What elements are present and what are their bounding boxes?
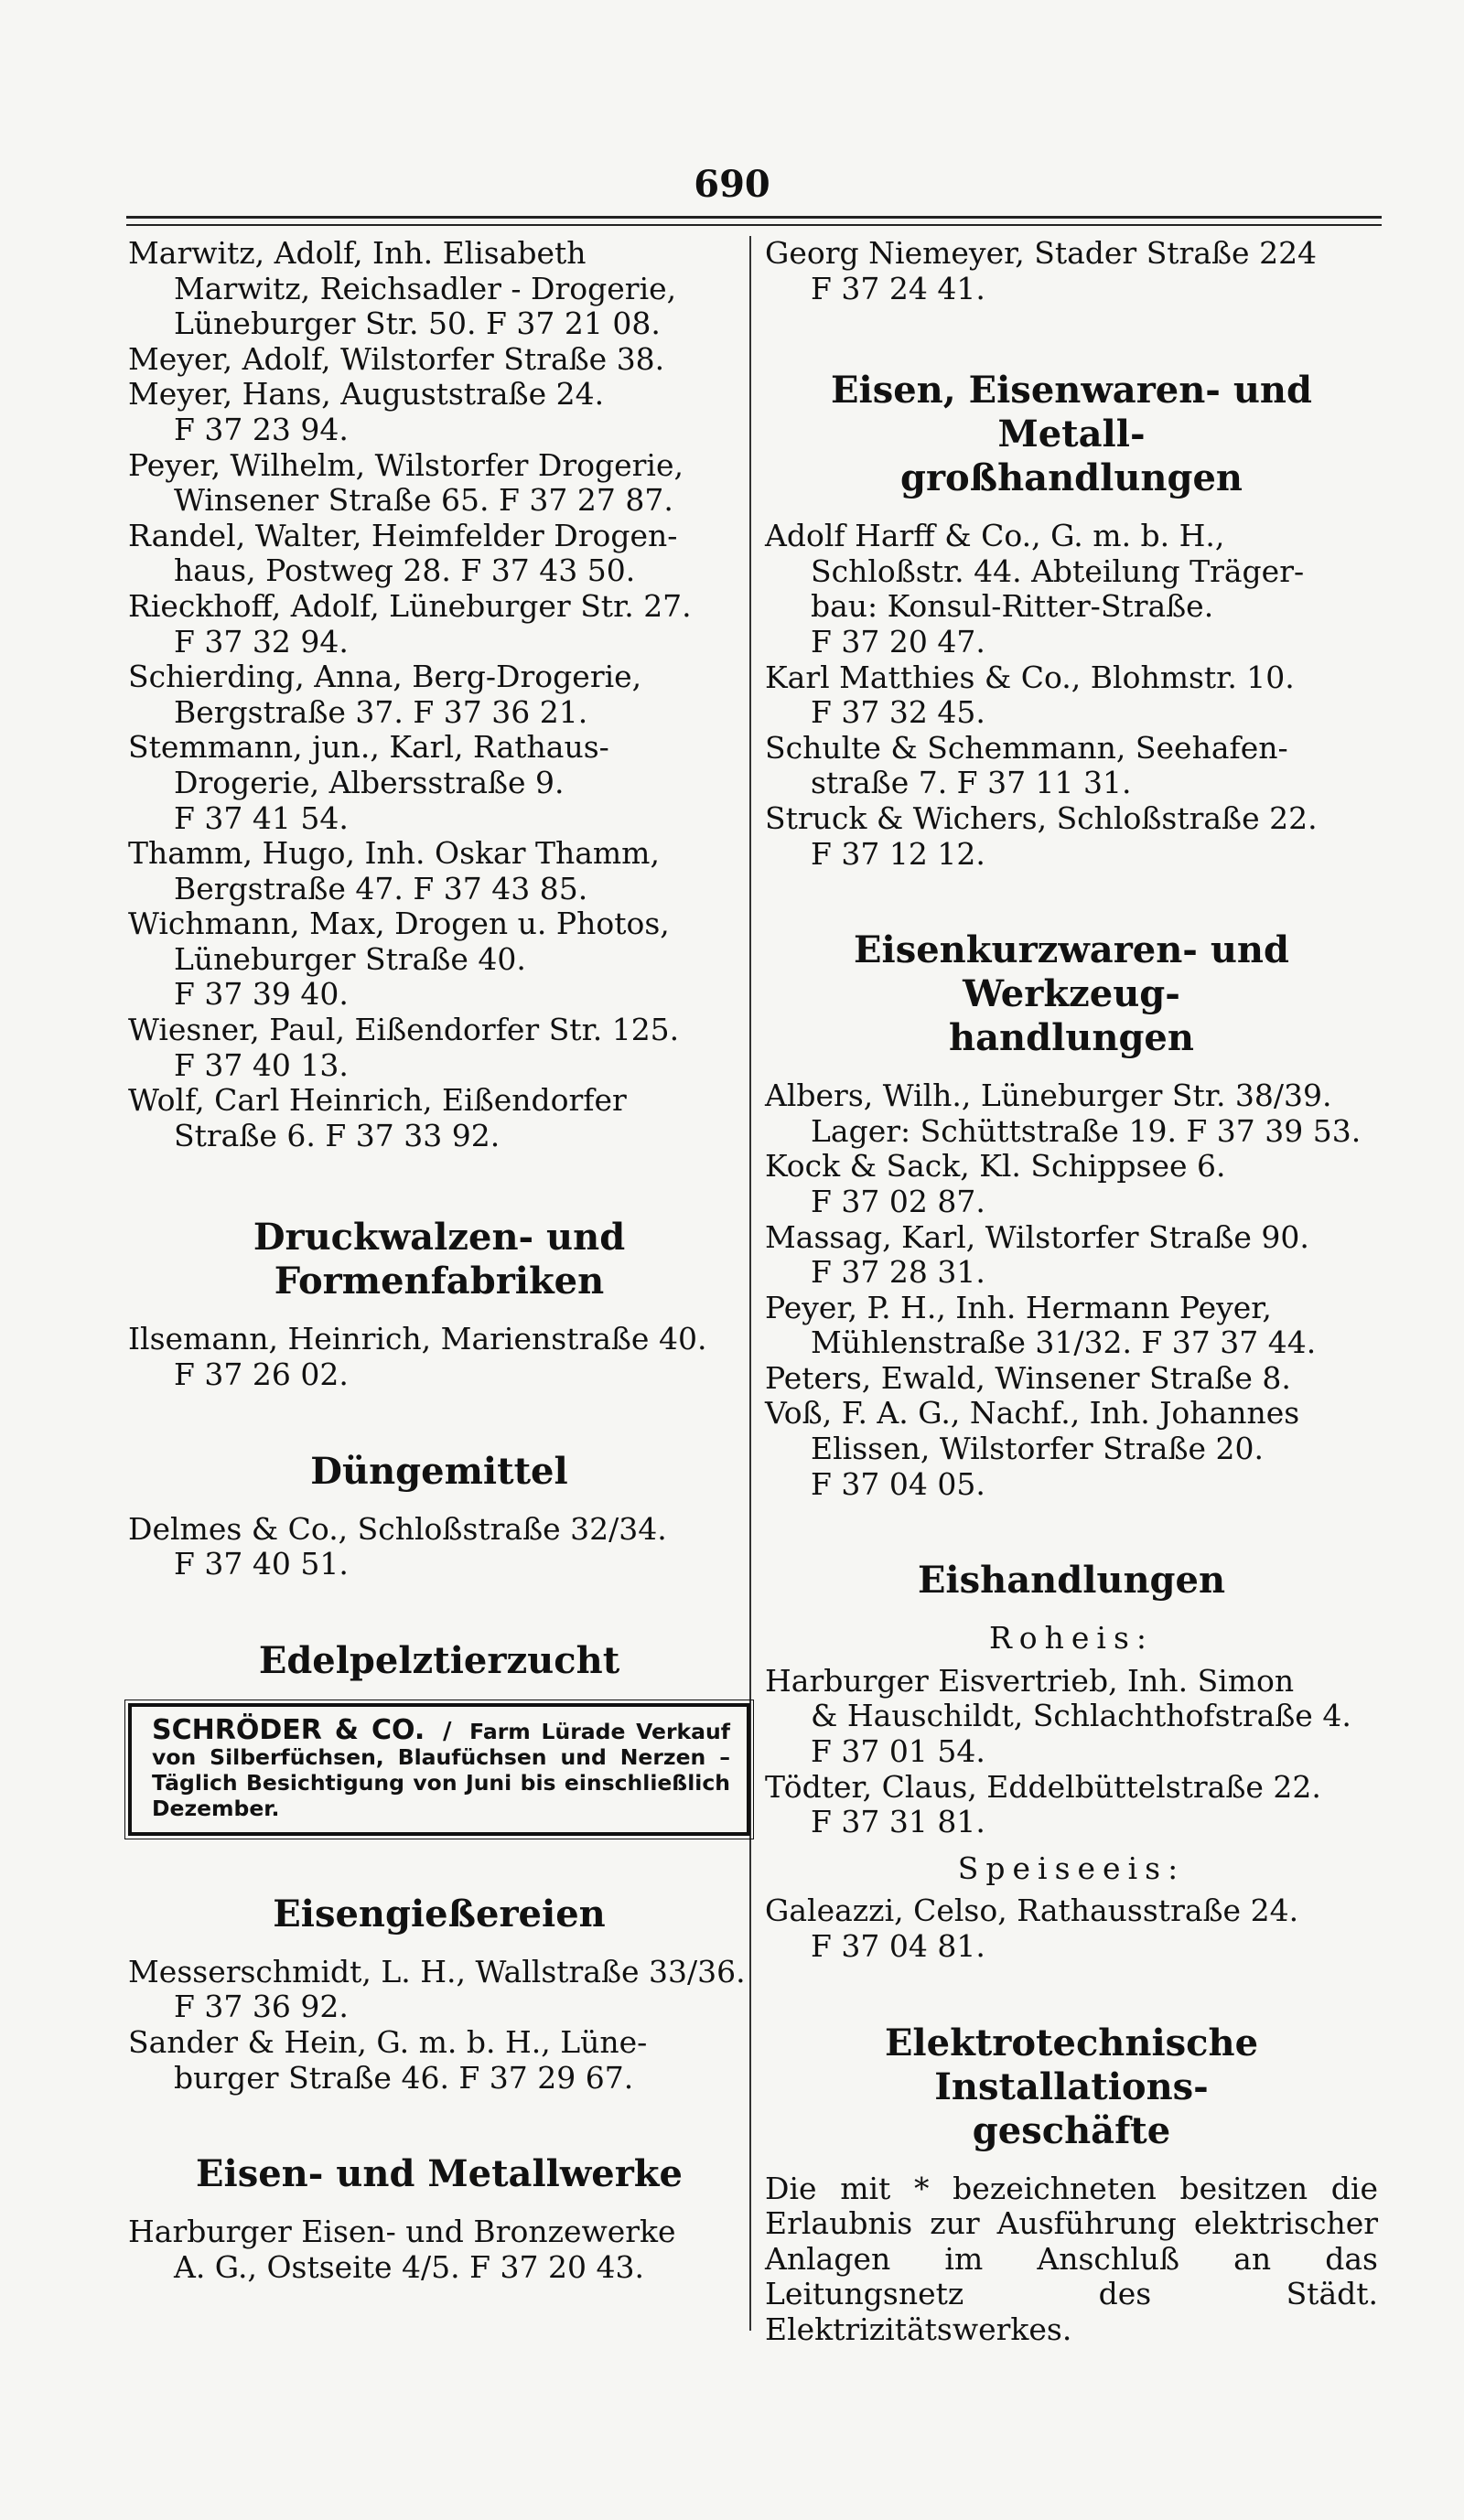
- directory-entry: [128, 589, 750, 659]
- directory-entry: [128, 342, 750, 378]
- heading-line: großhandlungen: [899, 456, 1243, 500]
- entry-text: Messerschmidt, L. H., Wallstraße 33/36.: [128, 1953, 746, 1989]
- entry-continuation: Winsener Straße 65. F 37 27 87.: [174, 482, 673, 519]
- entry-text: Marwitz, Adolf, Inh. Elisabeth: [128, 235, 587, 271]
- directory-entry: [128, 448, 750, 519]
- elektro-note: Die mit * bezeichneten besitzen die Erlaubnis zur Ausführung elektrischer Anlagen im Anschluß an das Leitungsnetz des Städt. Elektrizitätswerkes.: [765, 2170, 1378, 2347]
- entry-continuation: F 37 24 41.: [811, 270, 985, 306]
- directory-entry: [765, 1770, 1378, 1840]
- eisen-metallwerke-entries: [128, 2214, 750, 2285]
- entry-continuation: straße 7. F 37 11 31.: [811, 765, 1132, 801]
- entry-continuation: & Hauschildt, Schlachthofstraße 4.: [811, 1698, 1351, 1734]
- entry-text: Peters, Ewald, Winsener Straße 8.: [765, 1359, 1291, 1396]
- entry-text: Rieckhoff, Adolf, Lüneburger Str. 27.: [128, 587, 692, 624]
- directory-entry: [765, 1078, 1378, 1149]
- entry-text: Peyer, P. H., Inh. Hermann Peyer,: [765, 1289, 1272, 1325]
- directory-entry: [765, 1664, 1378, 1770]
- entry-continuation: Bergstraße 37. F 37 36 21.: [174, 693, 588, 730]
- directory-entry: [128, 377, 750, 447]
- page-number: 690: [694, 163, 770, 206]
- directory-entry: [765, 660, 1378, 731]
- heading-line: Eisenkurzwaren- und Werkzeug-: [854, 928, 1289, 1016]
- ad-body: Farm Lürade Verkauf von Silberfüchsen, Blaufüchsen und Nerzen – Täglich Besichtigung von Juni bis einschließlich Dezember.: [152, 1718, 730, 1821]
- subheading-roheis: Roheis:: [988, 1620, 1155, 1657]
- heading-line: Elektrotechnische Installations-: [884, 2021, 1259, 2108]
- entry-continuation: F 37 04 81.: [811, 1928, 985, 1964]
- duengemittel-entries: [128, 1512, 750, 1582]
- entry-continuation: F 37 32 94.: [174, 623, 349, 659]
- entry-text: Randel, Walter, Heimfelder Drogen-: [128, 517, 678, 553]
- entry-continuation: F 37 40 13.: [174, 1046, 349, 1083]
- entry-continuation: F 37 39 40.: [174, 976, 349, 1013]
- entry-text: Kock & Sack, Kl. Schippsee 6.: [765, 1148, 1226, 1185]
- directory-entry: [128, 519, 750, 589]
- entry-text: Sander & Hein, G. m. b. H., Lüne-: [128, 2024, 648, 2060]
- section-heading-druckwalzen: [128, 1216, 750, 1303]
- directory-entry: [765, 1220, 1378, 1291]
- entry-continuation: Schloßstr. 44. Abteilung Träger-: [811, 552, 1305, 589]
- entry-text: Thamm, Hugo, Inh. Oskar Thamm,: [128, 835, 660, 872]
- directory-entry: [128, 730, 750, 836]
- entry-text: Karl Matthies & Co., Blohmstr. 10.: [765, 659, 1295, 695]
- entry-text: Meyer, Hans, Auguststraße 24.: [128, 376, 605, 413]
- niemeyer-entries: [765, 236, 1378, 306]
- section-heading-elektrotechnische: [765, 2021, 1378, 2153]
- header-rule: [126, 216, 1382, 219]
- entry-text: Ilsemann, Heinrich, Marienstraße 40.: [128, 1321, 707, 1357]
- directory-entry: [765, 1291, 1378, 1361]
- entry-continuation: Mühlenstraße 31/32. F 37 37 44.: [811, 1324, 1317, 1361]
- entry-text: Harburger Eisvertrieb, Inh. Simon: [765, 1662, 1295, 1699]
- heading-line: Eisen, Eisenwaren- und Metall-: [831, 369, 1312, 456]
- section-heading-duengemittel: [128, 1450, 750, 1494]
- directory-entry: [128, 2025, 750, 2096]
- roheis-entries: [765, 1664, 1378, 1840]
- directory-entry: [128, 1083, 750, 1153]
- entry-text: Voß, F. A. G., Nachf., Inh. Johannes: [765, 1395, 1300, 1432]
- entry-text: Meyer, Adolf, Wilstorfer Straße 38.: [128, 340, 665, 377]
- entry-continuation: F 37 28 31.: [811, 1254, 985, 1291]
- eisengiessereien-entries: [128, 1955, 750, 2096]
- directory-entry: [765, 1361, 1378, 1397]
- entry-continuation: A. G., Ostseite 4/5. F 37 20 43.: [174, 2248, 644, 2285]
- entry-continuation: F 37 01 54.: [811, 1733, 985, 1770]
- entry-text: Adolf Harff & Co., G. m. b. H.,: [765, 518, 1225, 554]
- entry-continuation: F 37 40 51.: [174, 1546, 349, 1582]
- entry-continuation: Marwitz, Reichsadler - Drogerie,: [174, 270, 677, 306]
- entry-continuation: F 37 36 92.: [174, 1989, 349, 2025]
- heading-line: handlungen: [949, 1016, 1194, 1060]
- section-heading-eisengiessereien: [128, 1893, 750, 1936]
- directory-entry: [128, 1322, 750, 1392]
- directory-entry: [128, 1013, 750, 1083]
- directory-entry: [765, 1893, 1378, 1964]
- directory-entry: [765, 801, 1378, 872]
- heading-line: Formenfabriken: [274, 1260, 605, 1303]
- ad-separator: /: [442, 1717, 452, 1745]
- directory-entry: [128, 2214, 750, 2285]
- header-rule-thin: [126, 224, 1382, 226]
- speiseeis-entries: [765, 1893, 1378, 1964]
- directory-entry: [765, 1149, 1378, 1219]
- entry-continuation: haus, Postweg 28. F 37 43 50.: [174, 552, 636, 589]
- directory-entry: [128, 836, 750, 906]
- eisenkurzwaren-entries: [765, 1078, 1378, 1502]
- entry-text: Georg Niemeyer, Stader Straße 224: [765, 235, 1318, 271]
- entry-continuation: Bergstraße 47. F 37 43 85.: [174, 870, 588, 906]
- druckwalzen-entries: [128, 1322, 750, 1392]
- heading-line: Eisengießereien: [273, 1892, 606, 1936]
- entry-continuation: Straße 6. F 37 33 92.: [174, 1117, 501, 1153]
- entry-text: Wiesner, Paul, Eißendorfer Str. 125.: [128, 1012, 680, 1048]
- entry-text: Schulte & Schemmann, Seehafen-: [765, 729, 1288, 766]
- directory-entry: [128, 236, 750, 342]
- entry-continuation: F 37 31 81.: [811, 1804, 985, 1840]
- entry-text: Albers, Wilh., Lüneburger Str. 38/39.: [765, 1078, 1332, 1114]
- entry-continuation: Lager: Schüttstraße 19. F 37 39 53.: [811, 1112, 1362, 1149]
- entry-continuation: F 37 41 54.: [174, 799, 349, 836]
- entry-continuation: bau: Konsul-Ritter-Straße.: [811, 588, 1214, 625]
- entry-text: Wolf, Carl Heinrich, Eißendorfer: [128, 1082, 627, 1119]
- entry-text: Tödter, Claus, Eddelbüttelstraße 22.: [765, 1768, 1321, 1805]
- entry-text: Schierding, Anna, Berg-Drogerie,: [128, 659, 642, 695]
- entry-text: Delmes & Co., Schloßstraße 32/34.: [128, 1510, 667, 1547]
- entry-continuation: F 37 04 05.: [811, 1465, 985, 1502]
- right-column: [765, 236, 1378, 2348]
- heading-line: Düngemittel: [310, 1449, 568, 1493]
- ad-firm-name: SCHRÖDER & CO.: [152, 1713, 425, 1746]
- section-heading-eisenwaren: [765, 369, 1378, 500]
- entry-text: Stemmann, jun., Karl, Rathaus-: [128, 729, 609, 766]
- entry-continuation: F 37 32 45.: [811, 694, 985, 731]
- subheading-speiseeis: Speiseeis:: [957, 1850, 1186, 1886]
- entry-continuation: F 37 26 02.: [174, 1357, 349, 1393]
- section-heading-eisen-metallwerke: [128, 2152, 750, 2196]
- entry-text: Struck & Wichers, Schloßstraße 22.: [765, 799, 1318, 836]
- drogerie-entries: [128, 236, 750, 1153]
- directory-entry: [128, 1955, 750, 2025]
- directory-entry: [765, 1396, 1378, 1502]
- advertisement-box: [128, 1703, 750, 1836]
- entry-text: Harburger Eisen- und Bronzewerke: [128, 2214, 676, 2250]
- entry-continuation: F 37 20 47.: [811, 623, 985, 659]
- heading-line: Eisen- und Metallwerke: [196, 2152, 683, 2196]
- entry-continuation: Lüneburger Str. 50. F 37 21 08.: [174, 306, 661, 342]
- entry-text: Peyer, Wilhelm, Wilstorfer Drogerie,: [128, 446, 684, 483]
- eisenwaren-entries: [765, 519, 1378, 872]
- entry-continuation: Drogerie, Albersstraße 9.: [174, 764, 565, 800]
- heading-line: Eishandlungen: [917, 1559, 1226, 1603]
- directory-entry: [765, 236, 1378, 306]
- entry-continuation: burger Straße 46. F 37 29 67.: [174, 2059, 634, 2096]
- section-heading-eishandlungen: [765, 1559, 1378, 1603]
- directory-entry: [128, 1512, 750, 1582]
- entry-continuation: F 37 12 12.: [811, 835, 985, 872]
- entry-continuation: F 37 23 94.: [174, 411, 349, 447]
- entry-text: Wichmann, Max, Drogen u. Photos,: [128, 906, 670, 942]
- heading-line: Druckwalzen- und: [253, 1216, 626, 1260]
- directory-entry: [128, 659, 750, 730]
- heading-line: geschäfte: [972, 2108, 1171, 2152]
- entry-continuation: F 37 02 87.: [811, 1183, 985, 1219]
- section-heading-eisenkurzwaren: [765, 928, 1378, 1060]
- heading-line: Edelpelztierzucht: [258, 1638, 620, 1682]
- section-heading-edelpelztierzucht: [128, 1639, 750, 1683]
- entry-text: Galeazzi, Celso, Rathausstraße 24.: [765, 1893, 1299, 1929]
- entry-continuation: Lüneburger Straße 40.: [174, 940, 526, 977]
- entry-continuation: Elissen, Wilstorfer Straße 20.: [811, 1431, 1264, 1467]
- directory-entry: [765, 519, 1378, 659]
- left-column: [128, 236, 750, 2285]
- entry-text: Massag, Karl, Wilstorfer Straße 90.: [765, 1218, 1309, 1255]
- directory-entry: [128, 906, 750, 1013]
- directory-entry: [765, 731, 1378, 801]
